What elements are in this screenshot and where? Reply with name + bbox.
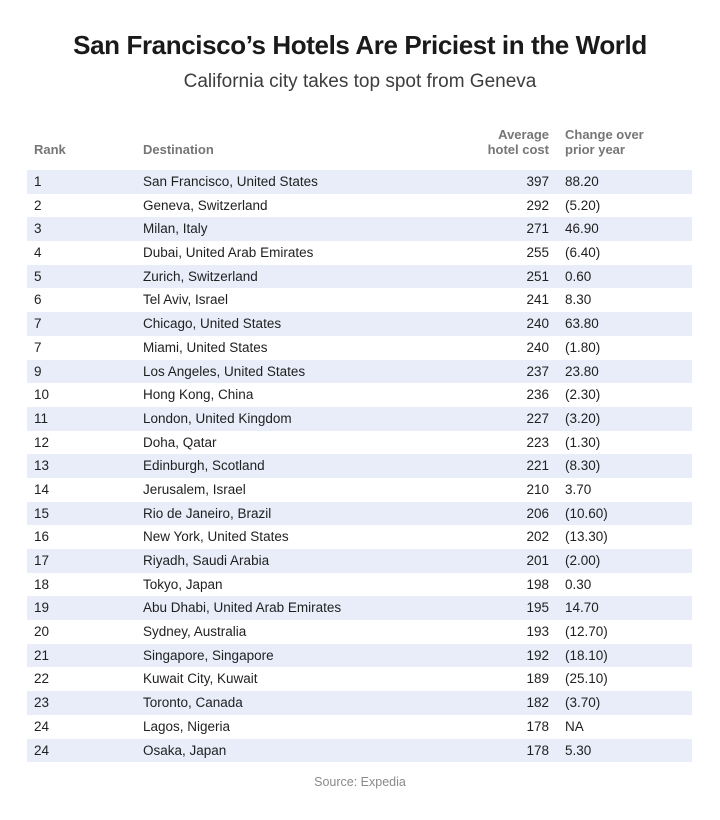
cell-change-over-prior-year: 0.60 (565, 268, 592, 284)
cell-average-hotel-cost: 237 (526, 363, 549, 379)
cell-change-over-prior-year: 8.30 (565, 292, 592, 308)
cell-average-hotel-cost: 397 (526, 174, 549, 189)
cell-destination: Singapore, Singapore (143, 647, 274, 663)
table-row (27, 691, 692, 715)
cell-change-over-prior-year: (8.30) (565, 458, 601, 474)
table-row (27, 288, 692, 312)
cell-destination: Jerusalem, Israel (143, 481, 246, 497)
cell-change-over-prior-year: 63.80 (565, 316, 599, 332)
cell-change-over-prior-year: (6.40) (565, 245, 601, 261)
cell-average-hotel-cost: 240 (526, 316, 549, 332)
table-row (27, 478, 692, 502)
cell-rank: 23 (34, 695, 50, 711)
cell-rank: 11 (34, 410, 49, 426)
cell-change-over-prior-year: 5.30 (565, 742, 592, 758)
cell-average-hotel-cost: 255 (526, 245, 549, 261)
cell-average-hotel-cost: 271 (526, 221, 549, 237)
cell-average-hotel-cost: 178 (526, 742, 549, 758)
cell-rank: 7 (34, 339, 42, 355)
cell-change-over-prior-year: 88.20 (565, 174, 599, 189)
table-row (27, 265, 692, 289)
cell-average-hotel-cost: 178 (526, 718, 549, 734)
table-row (27, 407, 692, 431)
cell-destination: Miami, United States (143, 339, 268, 355)
cell-average-hotel-cost: 193 (526, 624, 549, 640)
column-gap (549, 691, 565, 715)
column-gap (549, 241, 565, 265)
cell-rank: 21 (34, 647, 50, 663)
cell-rank: 3 (34, 221, 42, 237)
masthead (0, 0, 720, 93)
column-gap (549, 715, 565, 739)
cell-destination: Lagos, Nigeria (143, 718, 231, 734)
column-gap (549, 573, 565, 597)
table-row (27, 360, 692, 384)
cell-average-hotel-cost: 292 (526, 197, 549, 213)
cell-destination: Hong Kong, China (143, 387, 254, 403)
column-gap (549, 478, 565, 502)
column-gap (549, 667, 565, 691)
column-gap (549, 194, 565, 218)
cell-destination: Toronto, Canada (143, 695, 243, 711)
column-gap (549, 265, 565, 289)
cell-change-over-prior-year: 14.70 (565, 600, 599, 616)
column-gap (549, 312, 565, 336)
cell-destination: Edinburgh, Scotland (143, 458, 265, 474)
column-gap (549, 407, 565, 431)
cell-rank: 18 (34, 576, 50, 592)
cell-rank: 20 (34, 624, 50, 640)
cell-change-over-prior-year: 46.90 (565, 221, 599, 237)
cell-average-hotel-cost: 236 (526, 387, 549, 403)
table-row (27, 644, 692, 668)
column-gap (549, 431, 565, 455)
table-row (27, 620, 692, 644)
cell-average-hotel-cost: 192 (526, 647, 549, 663)
cell-rank: 13 (34, 458, 50, 474)
table-row (27, 241, 692, 265)
cell-rank: 9 (34, 363, 42, 379)
hotel-cost-table (27, 127, 692, 762)
table-row (27, 336, 692, 360)
cell-rank: 24 (34, 742, 50, 758)
cell-rank: 15 (34, 505, 50, 521)
cell-rank: 4 (34, 245, 42, 261)
cell-rank: 10 (34, 387, 50, 403)
cell-destination: Riyadh, Saudi Arabia (143, 553, 270, 568)
cell-destination: Rio de Janeiro, Brazil (143, 505, 272, 521)
cell-average-hotel-cost: 189 (526, 671, 549, 687)
cell-change-over-prior-year: (12.70) (565, 624, 608, 640)
table-row (27, 170, 692, 194)
column-gap (549, 525, 565, 549)
cell-change-over-prior-year: (3.70) (565, 695, 601, 711)
cell-change-over-prior-year: (13.30) (565, 529, 608, 545)
table-row (27, 431, 692, 455)
cell-destination: New York, United States (143, 529, 289, 545)
column-gap (549, 502, 565, 526)
column-gap (549, 288, 565, 312)
cell-change-over-prior-year: (2.00) (565, 553, 601, 568)
source-note: Source: Expedia (314, 775, 406, 790)
column-header-line: prior year (565, 142, 625, 157)
cell-average-hotel-cost: 240 (526, 339, 549, 355)
cell-destination: Osaka, Japan (143, 742, 227, 758)
cell-change-over-prior-year: 23.80 (565, 363, 599, 379)
column-header-average-hotel-cost (469, 127, 549, 157)
column-header-line: Change over (565, 127, 644, 142)
cell-destination: Doha, Qatar (143, 434, 217, 450)
column-header-line: Average (498, 127, 549, 142)
cell-average-hotel-cost: 202 (526, 529, 549, 545)
cell-change-over-prior-year: (1.30) (565, 434, 601, 450)
cell-destination: Dubai, United Arab Emirates (143, 245, 314, 261)
page-title: San Francisco’s Hotels Are Priciest in the World (73, 30, 647, 60)
table-row (27, 454, 692, 478)
column-gap (549, 596, 565, 620)
cell-average-hotel-cost: 195 (526, 600, 549, 616)
cell-destination: London, United Kingdom (143, 410, 292, 426)
cell-change-over-prior-year: (10.60) (565, 505, 608, 521)
cell-rank: 17 (34, 553, 50, 568)
table-body (27, 170, 692, 762)
cell-average-hotel-cost: 251 (526, 268, 549, 284)
cell-destination: Milan, Italy (143, 221, 208, 237)
table-row (27, 217, 692, 241)
cell-average-hotel-cost: 182 (526, 695, 549, 711)
cell-rank: 19 (34, 600, 50, 616)
table-row (27, 596, 692, 620)
cell-change-over-prior-year: NA (565, 718, 584, 734)
cell-rank: 5 (34, 268, 42, 284)
column-gap (549, 644, 565, 668)
cell-average-hotel-cost: 241 (526, 292, 549, 308)
cell-change-over-prior-year: (5.20) (565, 197, 601, 213)
table-row (27, 549, 692, 573)
column-gap (549, 620, 565, 644)
cell-average-hotel-cost: 223 (526, 434, 549, 450)
column-gap (549, 454, 565, 478)
table-row (27, 667, 692, 691)
cell-destination: Tel Aviv, Israel (143, 292, 229, 308)
table-row (27, 502, 692, 526)
cell-rank: 16 (34, 529, 50, 545)
column-gap (549, 383, 565, 407)
cell-rank: 1 (34, 174, 42, 189)
cell-change-over-prior-year: (2.30) (565, 387, 601, 403)
cell-rank: 12 (34, 434, 50, 450)
column-gap (549, 217, 565, 241)
cell-average-hotel-cost: 206 (526, 505, 549, 521)
column-gap (549, 170, 565, 194)
cell-average-hotel-cost: 201 (526, 553, 549, 568)
table-header (27, 127, 692, 170)
column-header-change-over-prior-year (565, 127, 692, 157)
column-header-rank: Rank (34, 142, 66, 157)
table-row (27, 525, 692, 549)
cell-destination: Chicago, United States (143, 316, 282, 332)
cell-average-hotel-cost: 198 (526, 576, 549, 592)
cell-change-over-prior-year: (18.10) (565, 647, 608, 663)
cell-change-over-prior-year: 0.30 (565, 576, 592, 592)
table-row (27, 312, 692, 336)
table-row (27, 715, 692, 739)
cell-destination: Kuwait City, Kuwait (143, 671, 258, 687)
cell-rank: 7 (34, 316, 42, 332)
cell-destination: Geneva, Switzerland (143, 197, 268, 213)
cell-destination: Abu Dhabi, United Arab Emirates (143, 600, 342, 616)
table-row (27, 573, 692, 597)
cell-destination: Los Angeles, United States (143, 363, 306, 379)
cell-change-over-prior-year: (25.10) (565, 671, 608, 687)
cell-average-hotel-cost: 227 (526, 410, 549, 426)
column-gap (549, 739, 565, 763)
cell-destination: San Francisco, United States (143, 174, 318, 189)
column-header-line: hotel cost (487, 142, 549, 157)
table-row (27, 383, 692, 407)
cell-rank: 2 (34, 197, 42, 213)
cell-destination: Tokyo, Japan (143, 576, 223, 592)
cell-average-hotel-cost: 221 (526, 458, 549, 474)
cell-rank: 24 (34, 718, 50, 734)
cell-rank: 22 (34, 671, 50, 687)
cell-rank: 6 (34, 292, 42, 308)
cell-destination: Zurich, Switzerland (143, 268, 258, 284)
page-subtitle: California city takes top spot from Geneva (183, 71, 537, 92)
table-row (27, 194, 692, 218)
column-header-destination: Destination (143, 142, 214, 157)
cell-change-over-prior-year: 3.70 (565, 481, 592, 497)
cell-rank: 14 (34, 481, 50, 497)
column-gap (549, 549, 565, 573)
cell-change-over-prior-year: (1.80) (565, 339, 601, 355)
cell-average-hotel-cost: 210 (526, 481, 549, 497)
column-gap (549, 336, 565, 360)
cell-destination: Sydney, Australia (143, 624, 247, 640)
table-row (27, 739, 692, 763)
column-gap (549, 360, 565, 384)
cell-change-over-prior-year: (3.20) (565, 410, 601, 426)
